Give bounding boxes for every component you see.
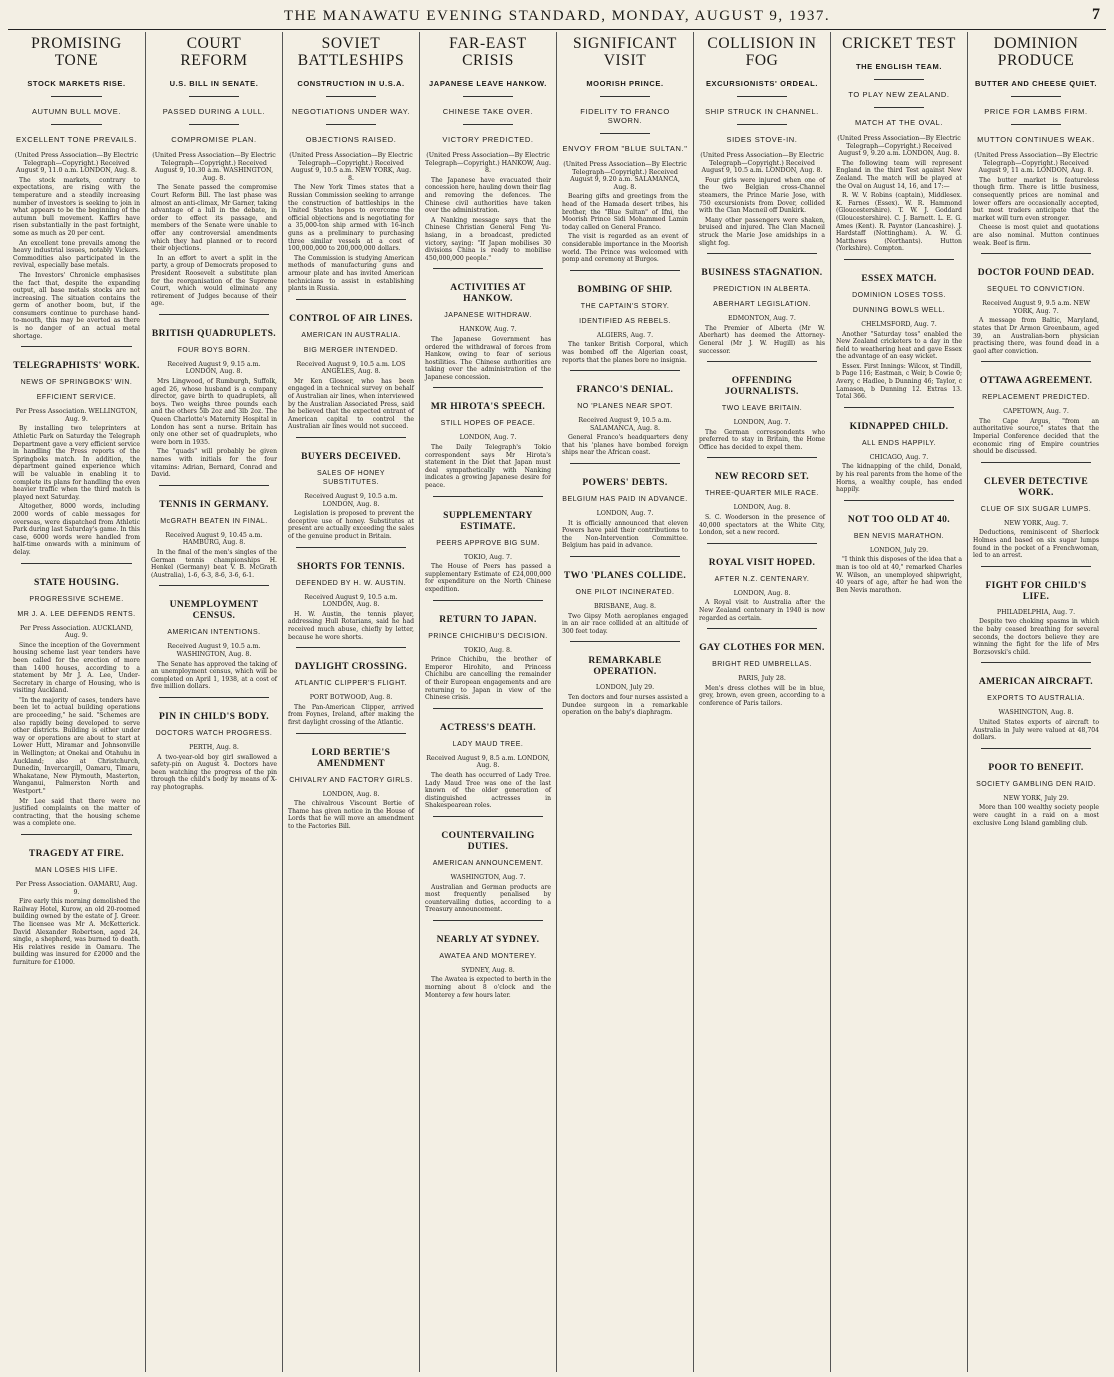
section-byline: SYDNEY, Aug. 8.	[461, 966, 515, 974]
section-byline: Received August 9, 10.5 a.m. LONDON, Aug. 8.	[304, 593, 398, 609]
section-deck: SALES OF HONEY SUBSTITUTES.	[316, 470, 386, 487]
article-paragraph: A Nanking message says that the Chinese Christian General Feng Yu-hsiang, in a broadcast, predicted victory, saying: "If Japan mobilises 30 divisions China is ready to mobilise 450,000,000 people."	[425, 216, 551, 262]
article-deck: PASSED DURING A LULL.	[162, 107, 266, 116]
article-headline: FAR-EAST CRISIS	[449, 35, 527, 69]
deck-divider	[463, 124, 513, 125]
section-byline: PARIS, July 28.	[738, 675, 786, 683]
article-paragraph: The Investors' Chronicle emphasises the fact that, despite the expanding output, all base metals stocks are not increasing. The situation contains the germ of another boom, but, if the consumers continue to purchase hand-to-mouth, this may be averted as there is no danger of an actual metal shortage.	[13, 271, 140, 340]
section-paragraph: "I think this disposes of the idea that a man is too old at 40," remarked Charles W. Wilson, an unemployed shipwright, 40 years of age, after he had won the Ben Nevis marathon.	[836, 556, 962, 594]
article-deck: ENVOY FROM "BLUE SULTAN."	[562, 144, 688, 153]
section-byline: Received August 9, 10.5 a.m. LONDON, Aug. 8.	[304, 493, 398, 508]
masthead	[8, 4, 1106, 28]
section-headline: ESSEX MATCH.	[861, 273, 937, 284]
section-paragraph: Mr Ken Glosser, who has been engaged in a technical survey on behalf of Australian air lines, when interviewed by the Australian Associated Press, said he believed that the expected entrant of American capital to control the Australian air lines would not succeed.	[288, 377, 414, 431]
section-divider	[981, 361, 1091, 362]
deck-divider	[737, 96, 787, 97]
section-byline: NEW YORK, Aug. 7.	[1004, 519, 1068, 527]
section-headline: NEW RECORD SET.	[714, 472, 810, 483]
section-headline: NEARLY AT SYDNEY.	[436, 934, 540, 945]
section-divider	[296, 733, 406, 734]
section-headline: STATE HOUSING.	[34, 577, 119, 588]
section-divider	[159, 314, 269, 315]
section-paragraph: The German correspondents who preferred to stay in Britain, the Home Office has decided to expel them.	[699, 428, 825, 451]
section-paragraph: The Daily Telegraph's Tokio correspondent says Mr Hirota's statement in the Diet that Japan must deal sympathetically with Nanking indicates a growing Japanese desire for peace.	[425, 444, 551, 490]
deck-divider	[51, 124, 102, 125]
section-deck: BRIGHT RED UMBRELLAS.	[712, 661, 812, 669]
article-paragraph: Cheese is most quiet and quotations are also nominal. Mutton continues weak. Beef is firm.	[973, 224, 1099, 247]
section-byline: Received August 9, 9.5 a.m. NEW YORK, Aug. 7.	[982, 300, 1090, 315]
section-byline: TOKIO, Aug. 8.	[464, 646, 512, 654]
section-divider	[296, 437, 406, 438]
section-paragraph: In the final of the men's singles of the German tennis championships H. Henkel (Germany) beat V. B. McGrath (Australia), 1-6, 6-3, 8-6, 3-6, 6-1.	[151, 548, 277, 579]
section-byline: LONDON, Aug. 8.	[733, 589, 791, 597]
section-paragraph: Legislation is proposed to prevent the deceptive use of honey. Substitutes at present are actually exceeding the sales of the genuine product in Britain.	[288, 510, 414, 540]
article-deck: CHINESE TAKE OVER.	[442, 107, 534, 116]
article-headline: SOVIET BATTLESHIPS	[297, 35, 405, 69]
deck-divider	[600, 133, 650, 134]
article-paragraph: The New York Times states that a Russian Commission seeking to arrange the construction of battleships in the United States hopes to overcome the official objections and is negotiating for a 35,000-ton ship armed with 16-inch guns as a preliminary to purchasing three similar vessels at a cost of 100,000,000 to 200,000,000 dollars.	[288, 184, 414, 253]
section-headline: REMARKABLE OPERATION.	[588, 656, 662, 678]
article-deck: MOORISH PRINCE.	[586, 79, 664, 88]
deck-divider	[51, 96, 102, 97]
section-headline: BUSINESS STAGNATION.	[701, 268, 823, 279]
section-divider	[981, 566, 1091, 567]
section-divider	[570, 463, 680, 464]
section-divider	[159, 485, 269, 486]
section-deck: IDENTIFIED AS REBELS.	[579, 317, 671, 325]
article-deck: OBJECTIONS RAISED.	[305, 135, 397, 144]
section-byline: Received August 9, 9.15 a.m. LONDON, Aug. 8.	[167, 360, 261, 376]
article-deck: PRICE FOR LAMBS FIRM.	[984, 107, 1088, 116]
section-paragraph: The Pan-American Clipper, arrived from Foynes, Ireland, after making the first daylight crossing of the Atlantic.	[288, 703, 414, 726]
section-deck: SEQUEL TO CONVICTION.	[987, 286, 1085, 294]
section-headline: BOMBING OF SHIP.	[577, 284, 673, 295]
section-byline: PHILADELPHIA, Aug. 7.	[996, 608, 1076, 616]
section-headline: DOCTOR FOUND DEAD.	[977, 268, 1095, 279]
section-paragraph: The tanker British Corporal, which was bombed off the Algerian coast, reports that the planes bore no insignia.	[562, 341, 688, 364]
section-paragraph: The Cape Argus, "from an authoritative source," states that the Imperial Conference decided that the economic ring of Empire countries should be discussed.	[973, 417, 1099, 456]
section-divider	[981, 462, 1091, 463]
section-headline: BRITISH QUADRUPLETS.	[151, 328, 277, 339]
section-divider	[296, 647, 406, 648]
section-byline: LONDON, Aug. 8.	[733, 504, 791, 512]
section-deck: DOCTORS WATCH PROGRESS.	[155, 729, 273, 737]
deck-divider	[1011, 124, 1061, 125]
section-deck: PRINCE CHICHIBU'S DECISION.	[428, 632, 548, 640]
article-deck: MUTTON CONTINUES WEAK.	[977, 135, 1095, 144]
deck-divider	[874, 79, 924, 80]
article-deck: CONSTRUCTION IN U.S.A.	[297, 79, 405, 88]
section-headline: SHORTS FOR TENNIS.	[297, 561, 405, 572]
section-paragraph: Essex. First Innings: Wilcox, st Tindill, b Page 116; Eastman, c Weir, b Cowie 0; Avery, c Hadlee, b Dunning 46; Taylor, c Lamason, b Dunning 12. Extras 13. Total 366.	[836, 362, 962, 401]
section-divider	[296, 547, 406, 548]
deck-divider	[189, 124, 239, 125]
section-paragraph: A message from Baltic, Maryland, states that Dr Armon Greenbaum, aged 39, an Australian-born physician practising there, was found dead in a gaol after conviction.	[973, 317, 1099, 355]
article-paragraph: The stock markets, contrary to expectations, are rising with the temperature and a steadily increasing number of investors is seeking to join in what appears to be the beginning of the autumn bull movement. Kaffirs have risen substantially in the past fortnight, some as much as 20 per cent.	[13, 176, 140, 237]
article-deck: EXCURSIONISTS' ORDEAL.	[705, 79, 819, 88]
section-byline: EDMONTON, Aug. 7.	[728, 315, 796, 323]
article-column	[830, 32, 967, 1372]
section-headline: OFFENDING JOURNALISTS.	[725, 376, 799, 398]
section-paragraph: A Royal visit to Australia after the New Zealand centenary in 1940 is now regarded as certain.	[699, 599, 825, 622]
article-byline: (United Press Association—By Electric Telegraph—Copyright.) HANKOW, Aug. 8.	[425, 152, 551, 175]
article-paragraph: Many other passengers were shaken, bruised and injured. The Clan Macneil struck the Marie Jose amidships in a slight fog.	[699, 216, 825, 247]
section-deck: DUNNING BOWLS WELL.	[852, 306, 946, 314]
section-paragraph: The "quads" will probably be given names with initials for the four vitamins: Adrian, Bernard, Conrad and David.	[151, 448, 277, 479]
section-paragraph: By installing two teleprinters at Athletic Park on Saturday the Telegraph Department gave a very efficient service in handling the Press reports of the Springboks match. In addition, the department gained experience which will be valuable in enabling it to complete its plans for handling the even heavier traffic when the third match is played next Saturday.	[13, 425, 140, 501]
article-byline: (United Press Association—By Electric Telegraph—Copyright.) Received August 9, 10.30 a.m. WASHINGTON, Aug. 8.	[152, 152, 276, 182]
section-deck: BIG MERGER INTENDED.	[303, 346, 399, 354]
deck-divider	[600, 96, 650, 97]
section-divider	[296, 299, 406, 300]
section-paragraph: United States exports of aircraft to Australia in July were valued at 48,704 dollars.	[973, 718, 1099, 742]
section-deck: LADY MAUD TREE.	[452, 740, 524, 748]
section-byline: Received August 9, 10.5 a.m. WASHINGTON, Aug. 8.	[167, 643, 261, 658]
section-byline: HANKOW, Aug. 7.	[459, 326, 517, 334]
article-column	[419, 32, 556, 1372]
section-paragraph: The Premier of Alberta (Mr W. Aberhart) has deemed the Attorney-General (Mr J. W. Hugill) as his successor.	[699, 324, 825, 355]
section-paragraph: Since the inception of the Government housing scheme last year tenders have been called for the erection of more than 1400 houses, according to a statement by Mr J. A. Lee, Under-Secretary in charge of Housing, who is visiting Auckland.	[13, 641, 140, 695]
section-byline: LONDON, Aug. 7.	[733, 419, 791, 427]
section-deck: NO 'PLANES NEAR SPOT.	[577, 403, 673, 411]
section-divider	[570, 370, 680, 371]
section-headline: CONTROL OF AIR LINES.	[289, 313, 413, 324]
section-byline: WASHINGTON, Aug. 8.	[998, 709, 1074, 717]
section-divider	[21, 346, 132, 347]
section-headline: TENNIS IN GERMANY.	[159, 499, 269, 510]
section-divider	[21, 563, 132, 564]
page-number: 7	[1092, 6, 1100, 23]
section-headline: TWO 'PLANES COLLIDE.	[563, 571, 687, 582]
section-byline: LONDON, Aug. 7.	[459, 434, 517, 442]
section-deck: AMERICAN ANNOUNCEMENT.	[432, 859, 544, 867]
section-byline: Received August 9, 10.45 a.m. HAMBURG, Aug. 8.	[165, 531, 263, 547]
section-deck: BEN NEVIS MARATHON.	[853, 532, 945, 540]
section-headline: BUYERS DECEIVED.	[301, 452, 401, 463]
article-paragraph: The Commission is studying American methods of manufacturing guns and armour plate and has invited American technicians to assist in establishing plants in Russia.	[288, 254, 414, 293]
section-divider	[707, 543, 817, 544]
article-headline: DOMINION PRODUCE	[993, 35, 1079, 69]
article-paragraph: The Senate passed the compromise Court Reform Bill. The last phase was almost an anti-climax, Mr Garner, taking advantage of a lull in the debate, in order to effect its passage, and members of the Senate were unable to offer any controversial amendments which they had planned or to record their objections.	[151, 184, 277, 253]
article-deck: EXCELLENT TONE PREVAILS.	[16, 135, 137, 144]
section-paragraph: H. W. Austin, the tennis player, addressing Hull Rotarians, said he had received much abuse, chiefly by letter, because he wore shorts.	[288, 610, 414, 641]
section-byline: TOKIO, Aug. 7.	[464, 553, 512, 561]
section-headline: TRAGEDY AT FIRE.	[28, 848, 125, 859]
section-divider	[981, 748, 1091, 749]
article-headline: COLLISION IN FOG	[707, 35, 817, 69]
section-deck: AWATEA AND MONTEREY.	[439, 952, 537, 960]
article-headline: CRICKET TEST	[842, 35, 956, 52]
section-divider	[707, 628, 817, 629]
section-deck: CHIVALRY AND FACTORY GIRLS.	[289, 776, 413, 784]
section-divider	[570, 270, 680, 271]
section-deck: ATLANTIC CLIPPER'S FLIGHT.	[294, 680, 408, 688]
deck-divider	[463, 96, 513, 97]
section-deck: ALL ENDS HAPPILY.	[861, 439, 937, 447]
section-divider	[707, 361, 817, 362]
section-divider	[981, 253, 1091, 254]
section-headline: LORD BERTIE'S AMENDMENT	[311, 747, 391, 769]
section-byline: LONDON, Aug. 8.	[322, 790, 380, 798]
section-headline: POWERS' DEBTS.	[582, 478, 668, 489]
section-deck: DOMINION LOSES TOSS.	[852, 291, 946, 299]
section-divider	[707, 253, 817, 254]
masthead-title: THE MANAWATU EVENING STANDARD, MONDAY, AUGUST 9, 1937.	[283, 8, 831, 24]
section-divider	[159, 585, 269, 586]
article-paragraph: Four girls were injured when one of the two Belgian cross-Channel steamers, the Prince Marie Jose, with 750 excursionists from Dover, collided with the Clan Macneil off Dunkirk.	[699, 176, 825, 215]
article-paragraph: In an effort to avert a split in the party, a group of Democrats proposed to President Roosevelt a substitute plan for the reorganisation of the Supreme Court, which would eliminate any retirement of Judges because of their age.	[151, 254, 277, 308]
section-byline: LONDON, Aug. 7.	[596, 510, 654, 518]
section-byline: CHICAGO, Aug. 7.	[869, 453, 929, 461]
section-deck: EFFICIENT SERVICE.	[36, 394, 117, 402]
article-byline: (United Press Association—By Electric Telegraph—Copyright.) Received August 9, 10.5 a.m. NEW YORK, Aug. 8.	[289, 152, 413, 182]
article-deck: STOCK MARKETS RISE.	[27, 79, 126, 88]
article-column	[693, 32, 830, 1372]
section-headline: ROYAL VISIT HOPED.	[708, 557, 816, 568]
section-divider	[844, 259, 954, 260]
section-paragraph: Despite two choking spasms in which the baby ceased breathing for several seconds, the doctors believe they are winning the fight for the life of Mrs Borzsovski's child.	[973, 618, 1099, 656]
section-paragraph: General Franco's headquarters deny that his 'planes have bombed foreign ships near the African coast.	[562, 434, 688, 457]
article-deck: TO PLAY NEW ZEALAND.	[848, 90, 950, 99]
section-deck: DEFENDED BY H. W. AUSTIN.	[295, 579, 407, 587]
section-divider	[433, 268, 543, 269]
article-paragraph: Bearing gifts and greetings from the head of the Hamada desert tribes, his brother, the "Blue Sultan" of Ifni, the Moorish Prince Sidi Mohammed Lamin today called on General Franco.	[562, 193, 688, 231]
section-headline: NOT TOO OLD AT 40.	[847, 514, 951, 525]
section-byline: Received August 9, 8.5 a.m. LONDON, Aug. 8.	[426, 754, 550, 770]
deck-divider	[874, 107, 924, 108]
section-deck: NEWS OF SPRINGBOKS' WIN.	[20, 379, 133, 387]
article-deck: AUTUMN BULL MOVE.	[31, 107, 122, 116]
article-paragraph: The following team will represent England in the third Test against New Zealand. The match will be played at the Oval on August 14, 16, and 17:—	[836, 159, 962, 190]
section-deck: ABERHART LEGISLATION.	[713, 301, 811, 309]
section-divider	[21, 834, 132, 835]
section-divider	[570, 641, 680, 642]
section-deck: TWO LEAVE BRITAIN.	[721, 405, 803, 413]
section-byline: CHELMSFORD, Aug. 7.	[861, 320, 937, 328]
section-headline: COUNTERVAILING DUTIES.	[441, 830, 535, 852]
section-divider	[433, 387, 543, 388]
section-deck: McGRATH BEATEN IN FINAL.	[160, 517, 268, 525]
section-paragraph: Men's dress clothes will be in blue, grey, brown, even green, according to a conference of Paris tailors.	[699, 684, 825, 707]
section-deck: PEERS APPROVE BIG SUM.	[436, 539, 540, 547]
article-column	[967, 32, 1104, 1372]
section-paragraph: Two Gipsy Moth aeroplanes engaged in an air race collided at an altitude of 300 feet today.	[562, 612, 688, 635]
section-paragraph: More than 100 wealthy society people were caught in a raid on a most exclusive Long Island gambling club.	[973, 804, 1099, 827]
section-headline: RETURN TO JAPAN.	[439, 614, 537, 625]
section-paragraph: The death has occurred of Lady Tree. Lady Maud Tree was one of the last known of the older generation of distinguished actresses in Shakespearean roles.	[425, 771, 551, 810]
section-byline: Received August 9, 10.5 a.m. SALAMANCA, Aug. 8.	[578, 417, 672, 432]
section-paragraph: The Japanese Government has ordered the withdrawal of forces from Hankow, owing to fear of serious hostilities. The Chinese authorities are taking over the administration of the Japanese concession.	[425, 335, 551, 381]
section-deck: AFTER N.Z. CENTENARY.	[714, 575, 810, 583]
section-byline: Per Press Association. AUCKLAND, Aug. 9.	[19, 624, 134, 640]
section-paragraph: Mrs Lingwood, of Rumburgh, Suffolk, aged 26, whose husband is a company director, gave birth to quadruplets, all boys. Two weighs three pounds each and the others 5lb 2oz and 3lb 2oz. The Queen Charlotte's Maternity Hospital in London has sent a nurse. Britain has only one other set of quadruplets, who were born in 1935.	[151, 378, 277, 446]
section-byline: LONDON, July 29.	[595, 684, 655, 692]
article-paragraph: The butter market is featureless though firm. There is little business, consequently prices are nominal and lower offers are occasionally accepted, but most traders anticipate that the market will turn even stronger.	[973, 176, 1099, 222]
section-deck: JAPANESE WITHDRAW.	[444, 312, 532, 320]
deck-divider	[189, 96, 239, 97]
section-byline: BRISBANE, Aug. 8.	[593, 603, 657, 611]
section-headline: KIDNAPPED CHILD.	[849, 421, 949, 432]
section-divider	[570, 556, 680, 557]
section-headline: FRANCO'S DENIAL.	[576, 385, 674, 396]
section-headline: TELEGRAPHISTS' WORK.	[13, 361, 140, 372]
article-deck: VICTORY PREDICTED.	[442, 135, 534, 144]
section-paragraph: S. C. Wooderson in the presence of 40,000 spectators at the White City, London, set a new record.	[699, 514, 825, 537]
section-headline: POOR TO BENEFIT.	[988, 762, 1084, 773]
article-byline: (United Press Association—By Electric Telegraph—Copyright.) Received August 9, 10.5 a.m. LONDON, Aug. 8.	[700, 152, 824, 175]
section-paragraph: Australian and German products are most frequently penalised by countervailing duties, according to a Treasury announcement.	[425, 883, 551, 914]
section-divider	[844, 500, 954, 501]
article-column	[145, 32, 282, 1372]
section-headline: PIN IN CHILD'S BODY.	[158, 711, 270, 722]
article-deck: JAPANESE LEAVE HANKOW.	[429, 79, 547, 88]
section-deck: MR J. A. LEE DEFENDS RENTS.	[17, 610, 136, 618]
article-paragraph: An excellent tone prevails among the heavy industrial issues, notably Vickers. Commodities also participated in the revival, especially base metals.	[13, 239, 140, 270]
section-paragraph: It is officially announced that eleven Powers have paid their contributions to the Non-Intervention Committee. Belgium has paid in advance.	[562, 519, 688, 550]
article-paragraph: The Japanese have evacuated their concession here, hauling down their flag and removing the defences. The Chinese civil authorities have taken over the administration.	[425, 176, 551, 215]
section-divider	[433, 816, 543, 817]
article-deck: THE ENGLISH TEAM.	[855, 62, 943, 71]
article-byline: (United Press Association—By Electric Telegraph—Copyright.) Received August 9, 11.0 a.m. LONDON, Aug. 8.	[14, 152, 139, 175]
article-headline: COURT REFORM	[180, 35, 248, 69]
article-deck: BUTTER AND CHEESE QUIET.	[974, 79, 1098, 88]
section-divider	[433, 920, 543, 921]
section-deck: ONE PILOT INCINERATED.	[575, 589, 675, 597]
section-paragraph: The Awatea is expected to berth in the morning about 8 o'clock and the Monterey a few hours later.	[425, 976, 551, 999]
section-deck: MAN LOSES HIS LIFE.	[35, 866, 118, 874]
section-paragraph: Fire early this morning demolished the Railway Hotel, Kurow, an old 20-roomed building owned by the estate of J. Greer. The licensee was Mr A. McKetterick. David Alexander Robertson, aged 24, single, a shepherd, was burned to death. His relatives reside in Oamaru. The building was insured for £2000 and the furniture for £1000.	[13, 898, 140, 966]
article-deck: FIDELITY TO FRANCO SWORN.	[580, 107, 670, 125]
section-headline: SUPPLEMENTARY ESTIMATE.	[443, 510, 533, 532]
article-deck: U.S. BILL IN SENATE.	[169, 79, 259, 88]
section-divider	[433, 708, 543, 709]
article-byline: (United Press Association—By Electric Telegraph—Copyright.) Received August 9, 9.20 a.m. LONDON, Aug. 8.	[837, 135, 961, 158]
article-deck: NEGOTIATIONS UNDER WAY.	[291, 107, 411, 116]
section-paragraph: Altogether, 8000 words, including 2000 words of cable messages for overseas, were dispatched from Athletic Park during last Saturday's game. In this case, 6000 words were handled from half-time onwards with a minimum of delay.	[13, 503, 140, 556]
section-paragraph: Mr Lee said that there were no justified complaints on the matter of contracting, that the housing scheme was a complete one.	[13, 797, 140, 828]
deck-divider	[737, 124, 787, 125]
section-byline: PERTH, Aug. 8.	[189, 743, 239, 751]
section-paragraph: Another "Saturday toss" enabled the New Zealand cricketers to a day in the field to weathering heat and gave Essex the advantage of an easy wicket.	[836, 330, 962, 361]
section-paragraph: Ten doctors and four nurses assisted a Dundee surgeon in a remarkable operation on the baby's diaphragm.	[562, 694, 688, 717]
article-deck: SIDES STOVE-IN.	[726, 135, 798, 144]
section-headline: AMERICAN AIRCRAFT.	[978, 677, 1094, 688]
section-deck: AMERICAN INTENTIONS.	[167, 629, 261, 637]
article-paragraph: R. W. V. Robins (captain), Middlesex. K. Farnes (Essex). W. R. Hammond (Gloucestershire). T. W. J. Goddard (Gloucestershire). C. J. Barnett. L. E. G. Ames (Kent). R. Payntor (Lancashire). J. Hardstaff (Nottingham). A. W. G. Matthews (Northants). Hutton (Yorkshire). Compton.	[836, 192, 962, 253]
section-deck: STILL HOPES OF PEACE.	[440, 420, 536, 428]
section-headline: FIGHT FOR CHILD'S LIFE.	[985, 580, 1087, 602]
section-deck: THE CAPTAIN'S STORY.	[580, 302, 670, 310]
section-divider	[981, 662, 1091, 663]
article-column	[8, 32, 145, 1372]
section-byline: PORT BOTWOOD, Aug. 8.	[309, 694, 393, 702]
deck-divider	[1011, 96, 1061, 97]
section-divider	[159, 697, 269, 698]
section-byline: WASHINGTON, Aug. 7.	[450, 873, 526, 881]
section-byline: NEW YORK, July 29.	[1003, 794, 1069, 802]
section-deck: EXPORTS TO AUSTRALIA.	[987, 695, 1085, 703]
section-paragraph: A two-year-old boy girl swallowed a safety-pin on August 4. Doctors have been watching the progress of the pin through the child's body by means of X-ray photographs.	[151, 753, 277, 791]
section-headline: ACTRESS'S DEATH.	[440, 722, 536, 733]
section-deck: PREDICTION IN ALBERTA.	[713, 286, 811, 294]
section-byline: LONDON, July 29.	[869, 546, 929, 554]
section-headline: CLEVER DETECTIVE WORK.	[983, 476, 1089, 498]
article-deck: MATCH AT THE OVAL.	[854, 118, 944, 127]
section-divider	[707, 457, 817, 458]
article-byline: (United Press Association—By Electric Telegraph—Copyright.) Received August 9, 9.20 a.m. SALAMANCA, Aug. 8.	[563, 161, 687, 191]
section-byline: ALGIERS, Aug. 7.	[596, 331, 654, 339]
section-paragraph: The kidnapping of the child, Donald, by his real parents from the home of the Horns, a wealthy couple, has ended happily.	[836, 463, 962, 494]
section-divider	[433, 496, 543, 497]
section-deck: THREE-QUARTER MILE RACE.	[705, 490, 819, 498]
section-paragraph: The chivalrous Viscount Bertie of Thame has given notice in the House of Lords that he will move an amendment to the Factories Bill.	[288, 800, 414, 830]
deck-divider	[326, 96, 376, 97]
deck-divider	[326, 124, 376, 125]
article-headline: SIGNIFICANT VISIT	[573, 35, 677, 69]
section-deck: BELGIUM HAS PAID IN ADVANCE.	[562, 496, 688, 504]
section-deck: CLUE OF SIX SUGAR LUMPS.	[980, 505, 1092, 513]
article-deck: SHIP STRUCK IN CHANNEL.	[705, 107, 819, 116]
section-paragraph: Prince Chichibu, the brother of Emperor Hirohito, and Princess Chichibu are cancelling the remainder of their European engagements and are returning to Japan in view of the Chinese crisis.	[425, 656, 551, 702]
article-deck: COMPROMISE PLAN.	[171, 135, 257, 144]
section-paragraph: Deductions, reminiscent of Sherlock Holmes and based on six sugar lumps found in the pocket of a Frenchwoman, led to an arrest.	[973, 529, 1099, 560]
article-column	[556, 32, 693, 1372]
masthead-rule	[8, 29, 1106, 30]
section-headline: MR HIROTA'S SPEECH.	[430, 402, 546, 413]
section-paragraph: "In the majority of cases, tenders have been let to actual building operations are proceeding," he said. "Schemes are also rapidly being developed to serve other districts. Building is either under way or operations are about to start at Lower Hutt, Miramar and Johnsonville in Wellington; at Onekai and Otahuhu in Auckland; also at Christchurch, Dunedin, Invercargill, Oamaru, Timaru, Whakatane, New Plymouth, Masterton, Wanganui, Palmerston North and Westport."	[13, 696, 140, 795]
section-divider	[844, 407, 954, 408]
section-deck: PROGRESSIVE SCHEME.	[29, 595, 124, 603]
article-column	[282, 32, 419, 1372]
section-deck: AMERICAN IN AUSTRALIA.	[301, 331, 401, 339]
section-divider	[433, 600, 543, 601]
section-paragraph: The House of Peers has passed a supplementary Estimate of £24,000,000 for expenditure on the North Chinese expedition.	[425, 563, 551, 593]
section-byline: CAPETOWN, Aug. 7.	[1003, 408, 1069, 416]
section-byline: Per Press Association. OAMARU, Aug. 9.	[15, 880, 138, 896]
article-paragraph: The visit is regarded as an event of considerable importance in the Moorish world. The Prince was welcomed with pomp and ceremony at Burgos.	[562, 233, 688, 264]
section-headline: UNEMPLOYMENT CENSUS.	[169, 600, 259, 622]
section-headline: DAYLIGHT CROSSING.	[294, 662, 408, 673]
section-paragraph: The Senate has approved the taking of an unemployment census, which will be completed on April 1, 1938, at a cost of five million dollars.	[151, 660, 277, 691]
section-headline: GAY CLOTHES FOR MEN.	[699, 643, 825, 654]
section-headline: OTTAWA AGREEMENT.	[979, 376, 1093, 387]
columns-container	[8, 32, 1106, 1372]
section-byline: Per Press Association. WELLINGTON, Aug. 9.	[15, 408, 138, 423]
section-byline: Received August 9, 10.5 a.m. LOS ANGELES, Aug. 8.	[296, 360, 406, 376]
article-byline: (United Press Association—By Electric Telegraph—Copyright.) Received August 9, 11 a.m. LONDON, Aug. 8.	[974, 152, 1098, 175]
article-headline: PROMISING TONE	[31, 35, 122, 69]
section-deck: REPLACEMENT PREDICTED.	[982, 394, 1090, 402]
section-deck: SOCIETY GAMBLING DEN RAID.	[976, 780, 1096, 788]
section-deck: FOUR BOYS BORN.	[177, 346, 251, 354]
section-headline: ACTIVITIES AT HANKOW.	[450, 283, 526, 305]
